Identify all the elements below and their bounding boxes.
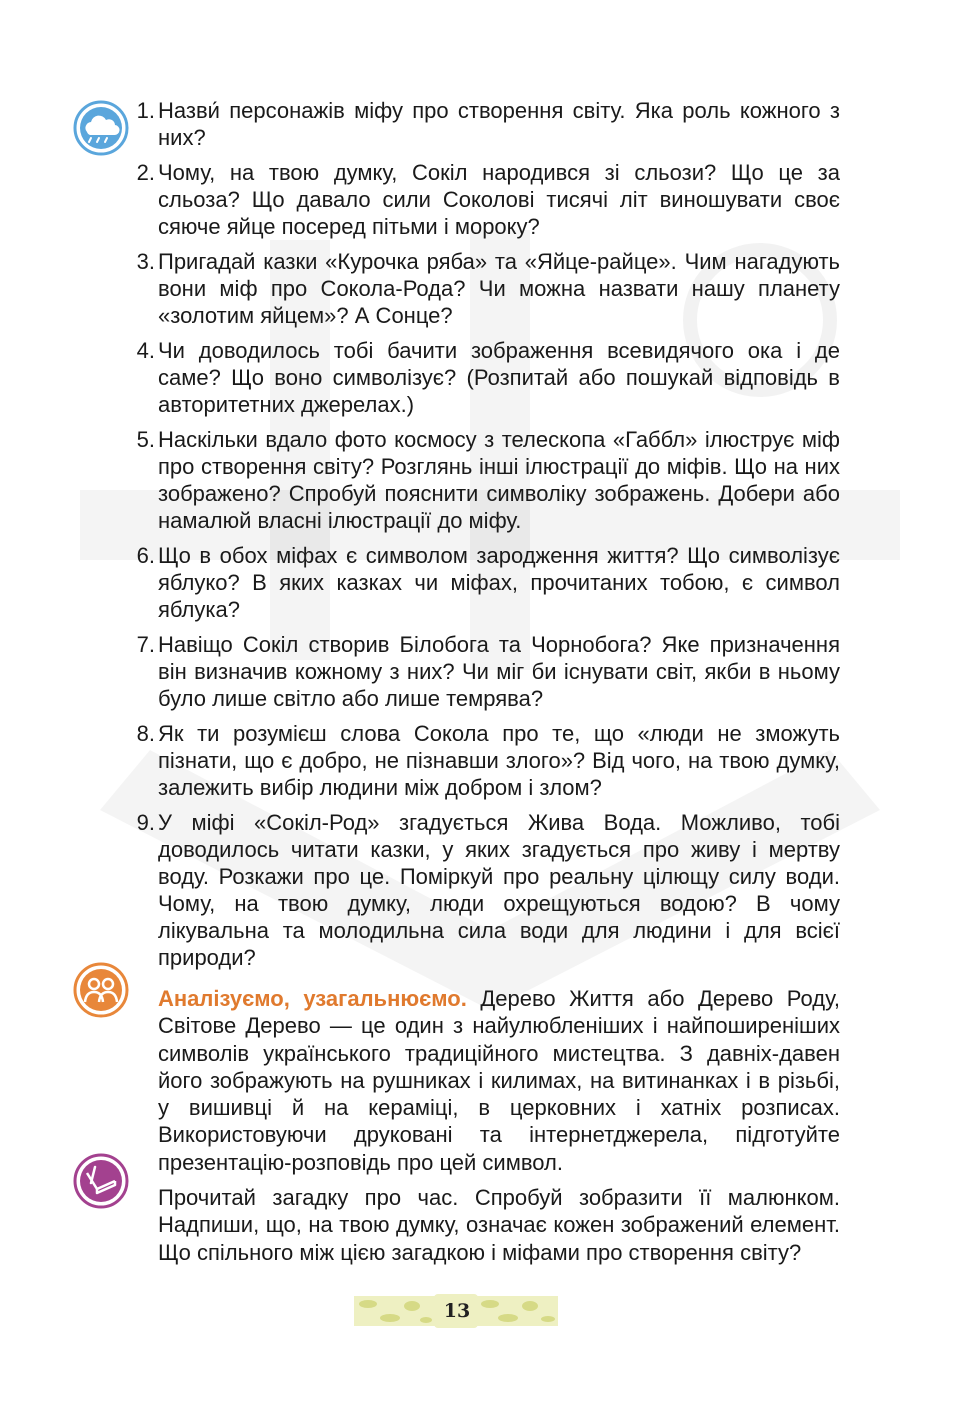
analysis-text: Дерево Життя або Дерево Роду, Світове Дерево — це один з найулюбленіших і найпоширеніших символів українського традиційного мистецтва. З давніх-давен його зображують на рушниках і килимах, на витинанках і в різьбі, у вишивці й на кераміці, в церковних і хатніх розписах. Використовуючи друковані та інтернетджерела, підготуйте презентацію-розповідь про цей символ. bbox=[158, 986, 840, 1175]
page-number: 13 bbox=[443, 1300, 471, 1322]
question-item bbox=[136, 631, 840, 712]
book-icon bbox=[73, 1153, 129, 1209]
analysis-lead: Аналізуємо, узагальнюємо. bbox=[158, 986, 467, 1011]
question-text: Назви́ персонажів міфу про створення світу. Яка роль кожного з них? bbox=[158, 98, 840, 150]
question-number: 2. bbox=[136, 160, 155, 185]
page-content bbox=[136, 97, 840, 1266]
question-item bbox=[136, 97, 840, 151]
question-text: Як ти розумієш слова Сокола про те, що «люди не зможуть пізнати, що є добро, не пізнавши злого»? Від чого, на твою думку, залежить вибір людини між добром і злом? bbox=[158, 721, 840, 800]
question-item bbox=[136, 720, 840, 801]
question-text: Чому, на твою думку, Сокіл народився зі сльози? Що це за сльоза? Що давало сили Соколові тисячі літ виношувати своє сяюче яйце посеред пітьми і мороку? bbox=[158, 160, 840, 239]
riddle-text: Прочитай загадку про час. Спробуй зобразити її малюнком. Надпиши, що, на твою думку, означає кожен зображений елемент. Що спільного між цією загадкою і міфами про створення світу? bbox=[158, 1185, 840, 1265]
question-item bbox=[136, 542, 840, 623]
question-number: 7. bbox=[136, 632, 155, 657]
question-item bbox=[136, 159, 840, 240]
question-number: 4. bbox=[136, 338, 155, 363]
question-number: 9. bbox=[136, 810, 155, 835]
question-number: 8. bbox=[136, 721, 155, 746]
question-number: 6. bbox=[136, 543, 155, 568]
question-item bbox=[136, 248, 840, 329]
question-text: Пригадай казки «Курочка ряба» та «Яйце-райце». Чим нагадують вони міф про Сокола-Рода? Чи можна назвати нашу планету «золотим яйцем»? А Сонце? bbox=[158, 249, 840, 328]
question-number: 1. bbox=[136, 98, 155, 123]
question-text: Наскільки вдало фото космосу з телескопа «Габбл» ілюструє міф про створення світу? Розглянь інші ілюстрації до міфів. Що на них зображено? Спробуй пояснити символіку зображень. Добери або намалюй власні ілюстрації до міфу. bbox=[158, 427, 840, 533]
question-number: 3. bbox=[136, 249, 155, 274]
question-text: Що в обох міфах є символом зародження життя? Що символізує яблуко? В яких казках чи міфах, прочитаних тобою, є символ яблука? bbox=[158, 543, 840, 622]
question-text: Навіщо Сокіл створив Білобога та Чорнобога? Яке призначення він визначив кожному з них? Чи міг би існувати світ, якби в ньому було лише світло або лише темрява? bbox=[158, 632, 840, 711]
question-item bbox=[136, 337, 840, 418]
questions-list bbox=[136, 97, 840, 971]
question-number: 5. bbox=[136, 427, 155, 452]
riddle-paragraph bbox=[158, 1184, 840, 1266]
people-icon bbox=[73, 962, 129, 1018]
question-text: Чи доводилось тобі бачити зображення всевидячого ока і де саме? Що воно символізує? (Розпитай або пошукай відповідь в авторитетних джерелах.) bbox=[158, 338, 840, 417]
question-item bbox=[136, 809, 840, 971]
question-text: У міфі «Сокіл-Род» згадується Жива Вода. Можливо, тобі доводилось читати казки, у яких згадується про живу і мертву воду. Розкажи про це. Поміркуй про реальну цілющу силу води. Чому, на твою думку, люди охрещуються водою? В чому лікувальна та молодильна сила води для людини і для всієї природи? bbox=[158, 810, 840, 970]
cloud-icon bbox=[73, 100, 129, 156]
analysis-paragraph bbox=[158, 985, 840, 1176]
question-item bbox=[136, 426, 840, 534]
